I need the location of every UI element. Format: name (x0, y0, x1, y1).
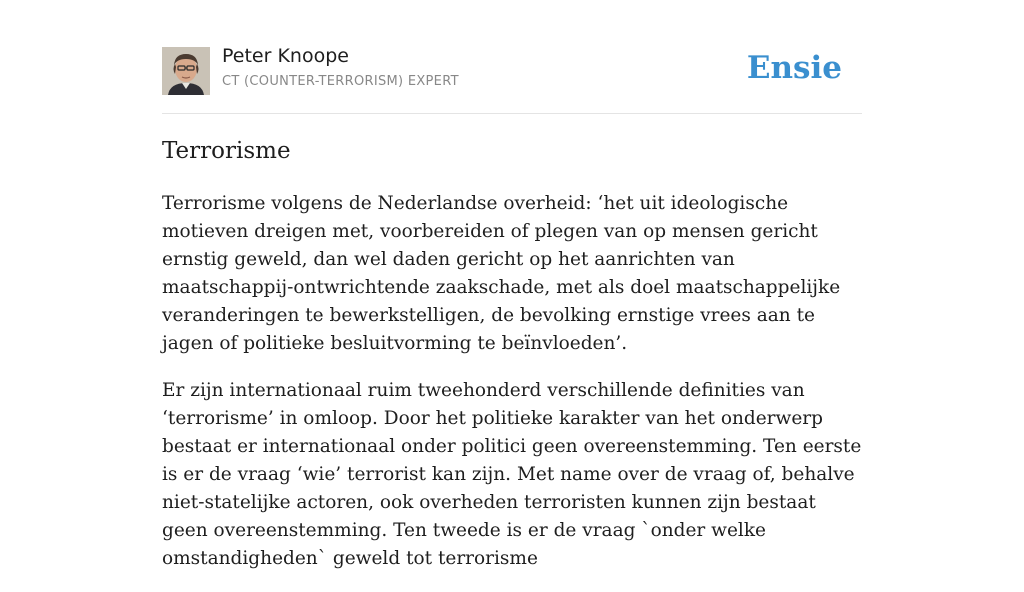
article-body (162, 190, 864, 592)
author-name[interactable]: Peter Knoope (222, 45, 349, 67)
article-paragraph: Er zijn internationaal ruim tweehonderd verschillende definities van ‘terrorisme’ in omloop. Door het politieke karakter van het onderwerp bestaat er internationaal onder politici geen overeenstemming. Ten eerste is er de vraag ‘wie’ terrorist kan zijn. Met name over de vraag of, behalve niet-statelijke actoren, ook overheden terroristen kunnen zijn bestaat geen overeenstemming. Ten tweede is er de vraag `onder welke omstandigheden` geweld tot terrorisme (162, 380, 862, 569)
author-avatar[interactable] (162, 47, 210, 95)
article-paragraph: Terrorisme volgens de Nederlandse overheid: ‘het uit ideologische motieven dreigen met, voorbereiden of plegen van op mensen gericht ernstig geweld, dan wel daden gericht op het aanrichten van maatschappij-ontwrichtende zaakschade, met als doel maatschappelijke veranderingen te bewerkstelligen, de bevolking ernstige vrees aan te jagen of politieke besluitvorming te beïnvloeden’. (162, 193, 841, 354)
author-role: CT (COUNTER-TERRORISM) EXPERT (222, 74, 459, 89)
article-header (162, 0, 862, 114)
article-title: Terrorisme (162, 138, 291, 164)
article-container (162, 0, 862, 569)
author-photo-icon (162, 47, 210, 95)
brand-logo[interactable]: Ensie (746, 50, 842, 86)
